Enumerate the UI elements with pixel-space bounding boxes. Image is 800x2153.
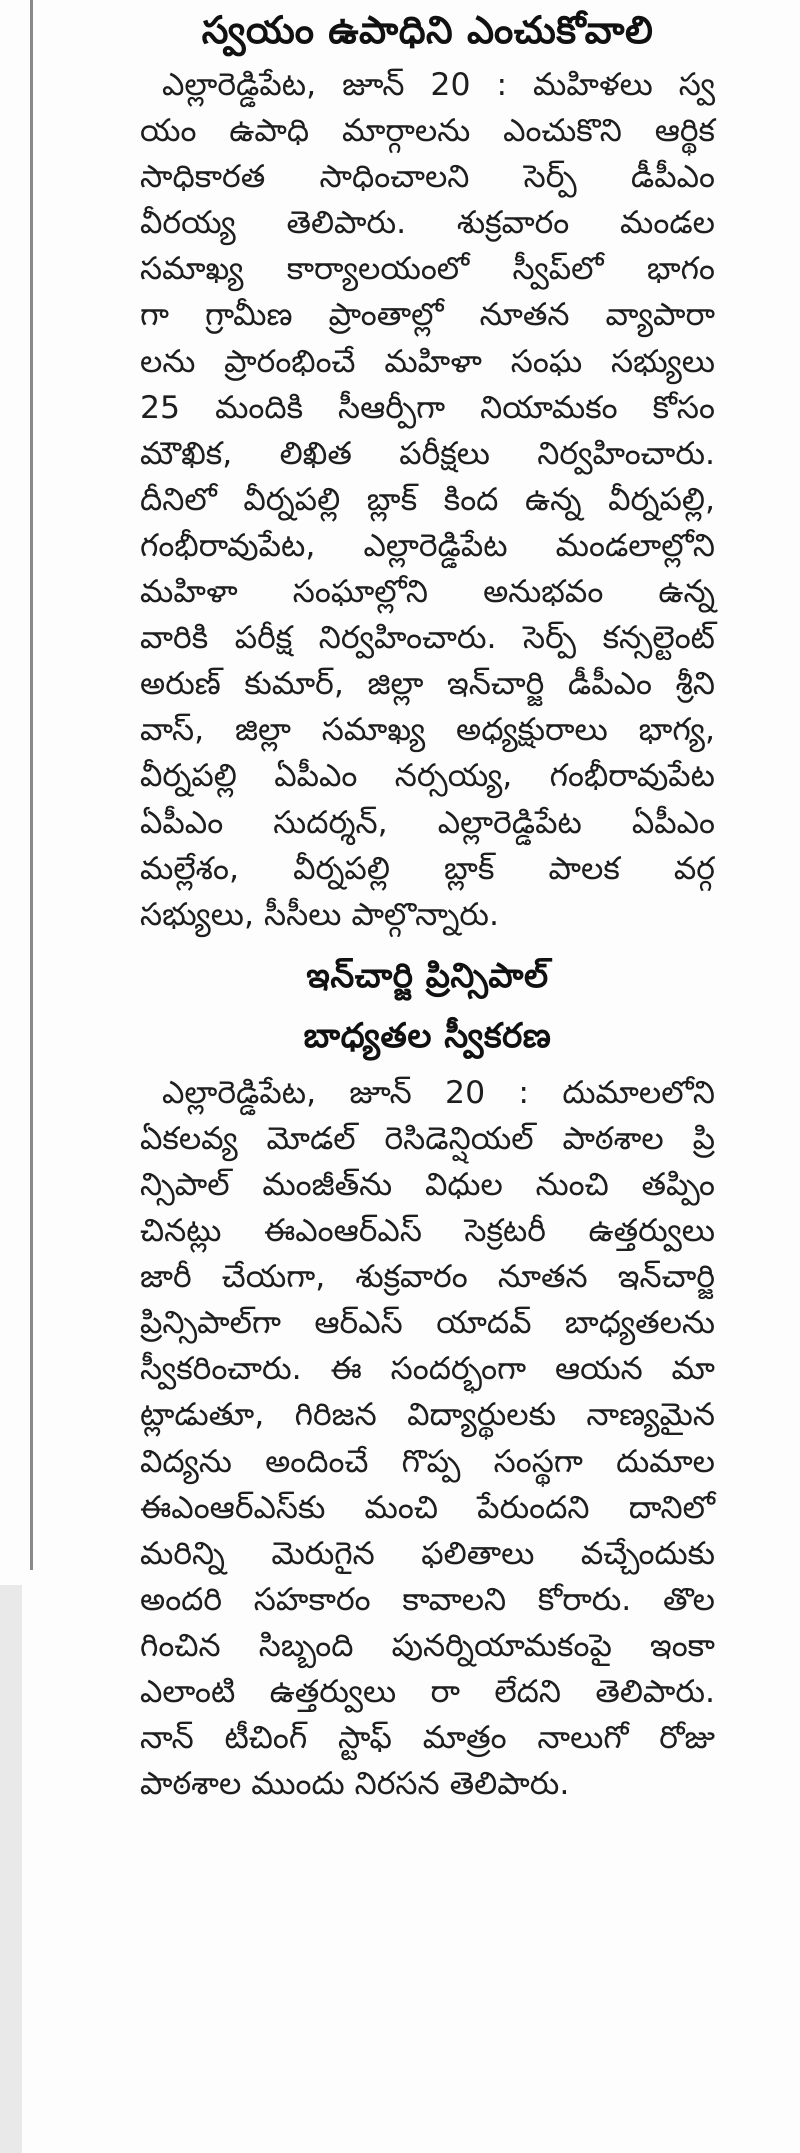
article-1-line: గంభీరావుపేట, ఎల్లారెడ్డిపేట మండలాల్లోని: [140, 527, 715, 564]
article-2-line: స్వీకరించారు. ఈ సందర్భంగా ఆయన మా: [140, 1351, 715, 1388]
article-2-line: విద్యను అందించే గొప్ప సంస్థగా దుమాల: [140, 1443, 715, 1480]
article-1-line: సమాఖ్య కార్యాలయంలో స్వీప్‌లో భాగం: [140, 251, 715, 288]
article-1-line: లను ప్రారంభించే మహిళా సంఘ సభ్యులు: [140, 343, 715, 380]
article-1-headline: స్వయం ఉపాధిని ఎంచుకోవాలి: [201, 8, 654, 52]
column-divider: [30, 0, 33, 1570]
article-incharge-principal: [140, 948, 715, 1808]
article-1-line: ఏపీఎం సుదర్శన్, ఎల్లారెడ్డిపేట ఏపీఎం: [140, 804, 715, 841]
article-self-employment: [140, 0, 715, 938]
article-2-line: ఏకలవ్య మోడల్ రెసిడెన్షియల్ పాఠశాల ప్రి: [140, 1120, 715, 1157]
article-1-line: గా గ్రామీణ ప్రాంతాల్లో నూతన వ్యాపారా: [140, 297, 715, 334]
article-2-headline-line2: బాధ్యతల స్వీకరణ: [303, 1015, 552, 1056]
article-1-line: మహిళా సంఘాల్లోని అనుభవం ఉన్న: [140, 574, 715, 611]
article-1-line: వీర్నపల్లి ఏపీఎం నర్సయ్య, గంభీరావుపేట: [140, 758, 715, 795]
article-1-line: వారికి పరీక్ష నిర్వహించారు. సెర్ప్ కన్సల్టెంట్: [140, 620, 715, 657]
article-1-line: సభ్యులు, సీసీలు పాల్గొన్నారు.: [140, 896, 499, 933]
article-2-line: అందరి సహకారం కావాలని కోరారు. తొల: [140, 1581, 715, 1618]
article-1-line: వాస్, జిల్లా సమాఖ్య అధ్యక్షురాలు భాగ్య,: [140, 712, 715, 749]
article-2-line: న్సిపాల్ మంజీత్‌ను విధుల నుంచి తప్పిం: [140, 1166, 715, 1203]
article-1-line: యం ఉపాధి మార్గాలను ఎంచుకొని ఆర్థిక: [140, 113, 715, 150]
article-2-headline-line1: ఇన్‌చార్జి ప్రిన్సిపాల్: [306, 955, 549, 996]
article-2-line: ట్లాడుతూ, గిరిజన విద్యార్థులకు నాణ్యమైన: [140, 1397, 715, 1434]
article-2-line: చినట్లు ఈఎంఆర్ఎస్ సెక్రటరీ ఉత్తర్వులు: [140, 1213, 715, 1250]
news-column: [140, 0, 715, 2153]
article-2-line: ప్రిన్సిపాల్‌గా ఆర్ఎస్ యాదవ్ బాధ్యతలను: [140, 1305, 715, 1342]
article-1-line: అరుణ్ కుమార్, జిల్లా ఇన్‌చార్జి డీపీఎం శ్రీని: [140, 666, 715, 703]
article-1-line: ఎల్లారెడ్డిపేట, జూన్ 20 : మహిళలు స్వ: [162, 67, 715, 103]
article-2-line: నాన్ టీచింగ్ స్టాఫ్ మాత్రం నాలుగో రోజు: [140, 1720, 715, 1757]
article-2-line: గించిన సిబ్బంది పునర్నియామకంపై ఇంకా: [140, 1627, 715, 1664]
article-2-body: [140, 1070, 715, 1808]
article-2-line: పాఠశాల ముందు నిరసన తెలిపారు.: [140, 1766, 570, 1803]
article-1-line: సాధికారత సాధించాలని సెర్ప్ డీపీఎం: [140, 159, 715, 196]
article-2-line: జారీ చేయగా, శుక్రవారం నూతన ఇన్‌చార్జి: [140, 1259, 715, 1296]
article-1-body: [140, 62, 715, 938]
article-2-line: మరిన్ని మెరుగైన ఫలితాలు వచ్చేందుకు: [140, 1535, 715, 1572]
article-2-line: ఎల్లారెడ్డిపేట, జూన్ 20 : దుమాలలోని: [162, 1074, 715, 1111]
margin-shade: [0, 1585, 22, 2153]
article-2-line: ఎలాంటి ఉత్తర్వులు రా లేదని తెలిపారు.: [140, 1674, 715, 1710]
article-1-line: మల్లేశం, వీర్నపల్లి బ్లాక్ పాలక వర్గ: [140, 850, 715, 887]
article-2-line: ఈఎంఆర్ఎస్‌కు మంచి పేరుందని దానిలో: [140, 1489, 715, 1526]
article-1-line: వీరయ్య తెలిపారు. శుక్రవారం మండల: [140, 205, 715, 242]
article-1-line: మౌఖిక, లిఖిత పరీక్షలు నిర్వహించారు.: [140, 435, 715, 472]
article-1-line: 25 మందికి సీఆర్పీగా నియామకం కోసం: [140, 389, 715, 426]
article-1-line: దీనిలో వీర్నపల్లి బ్లాక్ కింద ఉన్న వీర్నపల్లి,: [140, 481, 715, 518]
